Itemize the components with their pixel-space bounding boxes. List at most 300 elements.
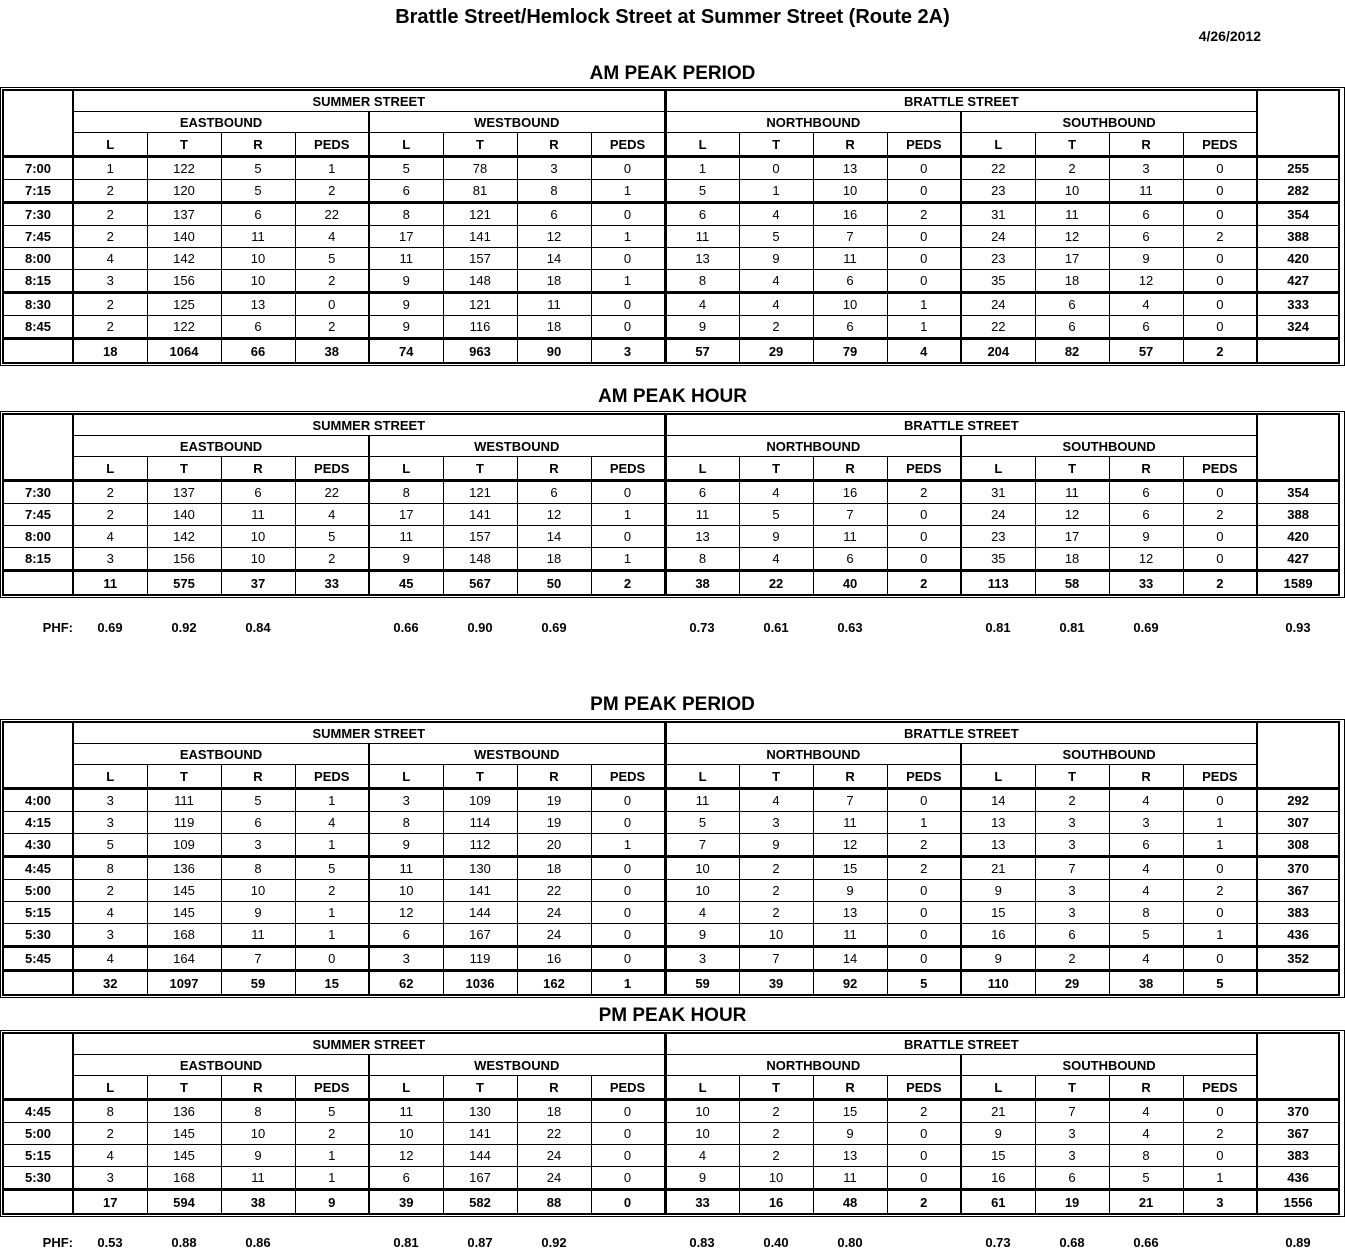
count-cell: 8 (1109, 1145, 1183, 1167)
movement-header-cell: R (1109, 1076, 1183, 1100)
row-total-cell: 370 (1257, 857, 1339, 880)
count-cell: 4 (73, 248, 147, 270)
count-cell: 1 (665, 157, 739, 180)
count-cell: 9 (369, 270, 443, 293)
time-cell: 5:00 (3, 1123, 73, 1145)
movement-header-cell: T (739, 1076, 813, 1100)
movement-header-cell: PEDS (1183, 133, 1257, 157)
count-cell: 5 (665, 180, 739, 203)
count-cell: 3 (73, 789, 147, 812)
count-cell: 18 (517, 857, 591, 880)
movement-header-cell: T (739, 457, 813, 481)
count-cell: 1 (591, 270, 665, 293)
movement-header-cell: PEDS (887, 457, 961, 481)
count-cell: 2 (295, 880, 369, 902)
count-cell: 119 (443, 947, 517, 971)
column-total-cell: 61 (961, 1190, 1035, 1215)
count-cell: 1 (591, 504, 665, 526)
movement-header-cell: T (739, 133, 813, 157)
movement-header-cell: L (665, 133, 739, 157)
phf-empty-cell (887, 1233, 961, 1251)
count-cell: 7 (813, 789, 887, 812)
section-heading-am-peak-hour: AM PEAK HOUR (598, 386, 747, 407)
count-cell: 16 (813, 481, 887, 504)
row-total-cell: 427 (1257, 548, 1339, 571)
street-header-cell: BRATTLE STREET (665, 1033, 1257, 1055)
count-cell: 3 (665, 947, 739, 971)
count-cell: 7 (221, 947, 295, 971)
count-cell: 6 (221, 481, 295, 504)
movement-header-cell: PEDS (887, 133, 961, 157)
movement-header-cell: L (369, 1076, 443, 1100)
count-cell: 10 (665, 1100, 739, 1123)
movement-header-cell: L (73, 457, 147, 481)
count-cell: 0 (1183, 526, 1257, 548)
count-cell: 6 (369, 1167, 443, 1190)
count-cell: 2 (295, 180, 369, 203)
street-header-cell: SUMMER STREET (73, 722, 665, 744)
count-cell: 17 (1035, 248, 1109, 270)
direction-header-cell: NORTHBOUND (665, 1055, 961, 1076)
movement-header-cell: T (443, 765, 517, 789)
count-cell: 141 (443, 226, 517, 248)
time-cell: 7:45 (3, 226, 73, 248)
count-cell: 1 (295, 1145, 369, 1167)
movement-header-cell: L (961, 765, 1035, 789)
count-cell: 0 (1183, 1100, 1257, 1123)
count-cell: 2 (739, 1100, 813, 1123)
count-cell: 0 (591, 789, 665, 812)
count-cell: 4 (1109, 857, 1183, 880)
count-cell: 24 (961, 293, 1035, 316)
phf-total: 0.93 (1285, 619, 1311, 635)
count-cell: 8 (369, 203, 443, 226)
column-total-cell: 66 (221, 339, 295, 364)
phf-value: 0.68 (1059, 1234, 1085, 1250)
time-cell: 4:00 (3, 789, 73, 812)
phf-empty-cell (1183, 1233, 1257, 1251)
column-total-cell: 21 (1109, 1190, 1183, 1215)
count-cell: 13 (221, 293, 295, 316)
count-cell: 0 (1183, 1145, 1257, 1167)
count-cell: 11 (665, 226, 739, 248)
count-cell: 9 (369, 548, 443, 571)
count-cell: 0 (591, 526, 665, 548)
phf-empty-cell (1183, 618, 1257, 636)
count-cell: 16 (813, 203, 887, 226)
movement-header-cell: T (739, 765, 813, 789)
count-cell: 4 (739, 548, 813, 571)
count-cell: 18 (517, 548, 591, 571)
movement-header-cell: R (1109, 133, 1183, 157)
count-cell: 3 (73, 548, 147, 571)
count-cell: 0 (591, 1145, 665, 1167)
count-cell: 2 (887, 857, 961, 880)
count-cell: 0 (887, 248, 961, 270)
count-cell: 15 (813, 1100, 887, 1123)
column-total-cell: 38 (665, 571, 739, 596)
count-cell: 3 (73, 1167, 147, 1190)
count-cell: 22 (295, 481, 369, 504)
phf-value: 0.66 (393, 619, 419, 635)
time-cell: 4:30 (3, 834, 73, 857)
count-cell: 141 (443, 504, 517, 526)
count-cell: 0 (591, 924, 665, 947)
count-cell: 6 (665, 203, 739, 226)
movement-header-cell: L (369, 765, 443, 789)
count-cell: 1 (591, 226, 665, 248)
count-cell: 10 (221, 880, 295, 902)
count-cell: 14 (517, 248, 591, 270)
phf-empty-cell (591, 1233, 665, 1251)
count-cell: 5 (295, 248, 369, 270)
count-cell: 14 (813, 947, 887, 971)
street-header-cell: SUMMER STREET (73, 414, 665, 436)
column-total-cell: 88 (517, 1190, 591, 1215)
count-cell: 0 (1183, 789, 1257, 812)
count-cell: 2 (73, 481, 147, 504)
count-cell: 2 (887, 834, 961, 857)
column-total-cell: 59 (221, 971, 295, 996)
movement-header-cell: R (221, 133, 295, 157)
movement-header-cell: R (517, 1076, 591, 1100)
count-cell: 11 (369, 248, 443, 270)
column-total-cell: 79 (813, 339, 887, 364)
count-cell: 13 (961, 834, 1035, 857)
count-cell: 8 (73, 857, 147, 880)
count-cell: 3 (517, 157, 591, 180)
corner-cell (3, 1033, 73, 1100)
count-cell: 12 (813, 834, 887, 857)
count-cell: 2 (295, 316, 369, 339)
count-cell: 23 (961, 248, 1035, 270)
count-cell: 141 (443, 880, 517, 902)
count-cell: 5 (1109, 924, 1183, 947)
count-cell: 2 (739, 1123, 813, 1145)
direction-header-cell: WESTBOUND (369, 744, 665, 765)
count-cell: 2 (1035, 157, 1109, 180)
count-cell: 19 (517, 789, 591, 812)
count-cell: 3 (1109, 812, 1183, 834)
count-cell: 22 (961, 157, 1035, 180)
count-cell: 157 (443, 248, 517, 270)
movement-header-cell: PEDS (591, 1076, 665, 1100)
count-cell: 0 (591, 812, 665, 834)
count-cell: 11 (813, 924, 887, 947)
total-header-cell (1257, 1033, 1339, 1100)
count-cell: 1 (1183, 1167, 1257, 1190)
pm-peak-period-table (2, 721, 1340, 996)
time-cell: 7:30 (3, 203, 73, 226)
count-cell: 0 (887, 270, 961, 293)
street-header-cell: BRATTLE STREET (665, 722, 1257, 744)
column-total-cell: 17 (73, 1190, 147, 1215)
time-cell: 7:15 (3, 180, 73, 203)
section-heading-pm-peak-hour: PM PEAK HOUR (598, 1005, 747, 1026)
count-cell: 4 (73, 902, 147, 924)
count-cell: 4 (739, 293, 813, 316)
count-cell: 130 (443, 1100, 517, 1123)
count-cell: 0 (887, 1123, 961, 1145)
phf-empty-cell (295, 1233, 369, 1251)
totals-label-cell (3, 339, 73, 364)
count-cell: 23 (961, 180, 1035, 203)
column-total-cell: 62 (369, 971, 443, 996)
row-total-cell: 292 (1257, 789, 1339, 812)
time-cell: 7:00 (3, 157, 73, 180)
count-cell: 24 (517, 902, 591, 924)
count-cell: 12 (369, 1145, 443, 1167)
count-cell: 144 (443, 1145, 517, 1167)
count-cell: 2 (739, 857, 813, 880)
count-cell: 5 (295, 1100, 369, 1123)
movement-header-cell: L (73, 133, 147, 157)
column-total-cell: 22 (739, 571, 813, 596)
count-cell: 24 (961, 226, 1035, 248)
phf-value: 0.81 (393, 1234, 419, 1250)
movement-header-cell: PEDS (295, 765, 369, 789)
phf-value: 0.84 (245, 619, 271, 635)
totals-label-cell (3, 571, 73, 596)
count-cell: 0 (591, 203, 665, 226)
count-cell: 0 (1183, 481, 1257, 504)
column-total-cell: 48 (813, 1190, 887, 1215)
row-total-cell: 370 (1257, 1100, 1339, 1123)
movement-header-cell: T (1035, 133, 1109, 157)
count-cell: 0 (591, 1123, 665, 1145)
count-cell: 4 (739, 203, 813, 226)
count-cell: 4 (73, 947, 147, 971)
movement-header-cell: L (961, 457, 1035, 481)
time-cell: 5:30 (3, 924, 73, 947)
row-total-cell: 436 (1257, 924, 1339, 947)
row-total-cell: 427 (1257, 270, 1339, 293)
count-cell: 0 (739, 157, 813, 180)
count-cell: 6 (1109, 834, 1183, 857)
am-peak-hour-table-border (0, 411, 1345, 598)
column-total-cell: 39 (739, 971, 813, 996)
am-peak-period-table (2, 89, 1340, 364)
row-total-cell: 367 (1257, 1123, 1339, 1145)
am-peak-hour-phf-row (3, 618, 1339, 636)
column-total-cell: 37 (221, 571, 295, 596)
phf-total: 0.89 (1285, 1234, 1311, 1250)
total-header-cell (1257, 90, 1339, 157)
count-cell: 22 (961, 316, 1035, 339)
count-cell: 3 (1035, 834, 1109, 857)
count-cell: 8 (369, 812, 443, 834)
count-cell: 6 (221, 316, 295, 339)
count-cell: 11 (369, 857, 443, 880)
count-cell: 2 (73, 316, 147, 339)
column-total-cell: 567 (443, 571, 517, 596)
count-cell: 6 (1035, 924, 1109, 947)
total-header-cell (1257, 722, 1339, 789)
phf-value: 0.73 (689, 619, 715, 635)
count-cell: 0 (887, 157, 961, 180)
count-cell: 6 (1035, 316, 1109, 339)
column-total-cell: 204 (961, 339, 1035, 364)
count-cell: 10 (739, 1167, 813, 1190)
column-total-cell: 162 (517, 971, 591, 996)
count-cell: 7 (813, 504, 887, 526)
am-peak-hour-section (0, 386, 1345, 636)
count-cell: 2 (73, 226, 147, 248)
phf-label: PHF: (42, 619, 73, 635)
count-cell: 0 (1183, 857, 1257, 880)
count-cell: 31 (961, 203, 1035, 226)
movement-header-cell: R (1109, 765, 1183, 789)
am-peak-hour-table (2, 413, 1340, 596)
count-cell: 0 (1183, 270, 1257, 293)
count-cell: 17 (369, 226, 443, 248)
column-total-cell: 33 (295, 571, 369, 596)
count-cell: 140 (147, 504, 221, 526)
count-cell: 4 (1109, 880, 1183, 902)
movement-header-cell: R (517, 457, 591, 481)
count-cell: 111 (147, 789, 221, 812)
movement-header-cell: T (443, 1076, 517, 1100)
count-cell: 168 (147, 924, 221, 947)
count-cell: 16 (961, 1167, 1035, 1190)
count-cell: 3 (1035, 1123, 1109, 1145)
count-cell: 9 (665, 316, 739, 339)
count-cell: 6 (1035, 1167, 1109, 1190)
count-cell: 19 (517, 812, 591, 834)
movement-header-cell: R (221, 457, 295, 481)
movement-header-cell: PEDS (591, 457, 665, 481)
time-cell: 5:15 (3, 1145, 73, 1167)
count-cell: 142 (147, 526, 221, 548)
row-total-cell: 255 (1257, 157, 1339, 180)
count-cell: 24 (517, 924, 591, 947)
count-cell: 1 (591, 834, 665, 857)
count-cell: 10 (369, 1123, 443, 1145)
count-cell: 13 (813, 1145, 887, 1167)
count-cell: 4 (665, 902, 739, 924)
count-cell: 13 (665, 526, 739, 548)
count-cell: 22 (517, 1123, 591, 1145)
movement-header-cell: L (73, 765, 147, 789)
count-cell: 6 (1109, 481, 1183, 504)
count-cell: 0 (887, 1145, 961, 1167)
count-cell: 3 (73, 812, 147, 834)
column-total-cell: 4 (887, 339, 961, 364)
count-cell: 145 (147, 1123, 221, 1145)
column-total-cell: 33 (665, 1190, 739, 1215)
count-cell: 22 (517, 880, 591, 902)
count-cell: 148 (443, 548, 517, 571)
count-cell: 9 (813, 1123, 887, 1145)
count-cell: 0 (591, 157, 665, 180)
movement-header-cell: R (813, 1076, 887, 1100)
count-cell: 9 (739, 526, 813, 548)
am-peak-period-section (0, 63, 1345, 366)
count-cell: 5 (221, 180, 295, 203)
count-cell: 78 (443, 157, 517, 180)
count-cell: 6 (369, 180, 443, 203)
count-cell: 168 (147, 1167, 221, 1190)
count-cell: 9 (369, 834, 443, 857)
count-cell: 5 (73, 834, 147, 857)
pm-peak-hour-table (2, 1032, 1340, 1215)
count-cell: 35 (961, 270, 1035, 293)
count-cell: 7 (665, 834, 739, 857)
count-cell: 9 (961, 1123, 1035, 1145)
movement-header-cell: T (147, 457, 221, 481)
count-cell: 17 (369, 504, 443, 526)
count-cell: 0 (887, 880, 961, 902)
totals-label-cell (3, 1190, 73, 1215)
count-cell: 6 (221, 812, 295, 834)
count-cell: 6 (1109, 316, 1183, 339)
time-cell: 7:30 (3, 481, 73, 504)
count-cell: 0 (887, 924, 961, 947)
count-cell: 2 (1183, 226, 1257, 248)
count-cell: 3 (73, 924, 147, 947)
count-cell: 1 (73, 157, 147, 180)
movement-header-cell: PEDS (1183, 765, 1257, 789)
column-total-cell: 29 (739, 339, 813, 364)
count-cell: 10 (221, 548, 295, 571)
count-cell: 2 (295, 270, 369, 293)
row-total-cell: 282 (1257, 180, 1339, 203)
count-cell: 21 (961, 1100, 1035, 1123)
column-total-cell: 74 (369, 339, 443, 364)
movement-header-cell: R (813, 765, 887, 789)
grand-total-cell (1257, 971, 1339, 996)
column-total-cell: 57 (1109, 339, 1183, 364)
count-cell: 9 (369, 316, 443, 339)
column-total-cell: 38 (295, 339, 369, 364)
count-cell: 109 (147, 834, 221, 857)
count-cell: 7 (1035, 1100, 1109, 1123)
movement-header-cell: PEDS (887, 765, 961, 789)
movement-header-cell: PEDS (1183, 1076, 1257, 1100)
movement-header-cell: T (147, 133, 221, 157)
count-cell: 137 (147, 203, 221, 226)
movement-header-cell: R (221, 765, 295, 789)
count-cell: 5 (295, 857, 369, 880)
phf-value: 0.61 (763, 619, 789, 635)
count-cell: 4 (1109, 947, 1183, 971)
column-total-cell: 1097 (147, 971, 221, 996)
count-cell: 8 (1109, 902, 1183, 924)
count-cell: 9 (369, 293, 443, 316)
count-cell: 167 (443, 1167, 517, 1190)
count-cell: 2 (73, 504, 147, 526)
movement-header-cell: R (517, 765, 591, 789)
count-cell: 2 (1183, 880, 1257, 902)
count-cell: 0 (591, 316, 665, 339)
movement-header-cell: R (813, 457, 887, 481)
count-cell: 136 (147, 1100, 221, 1123)
count-cell: 2 (739, 1145, 813, 1167)
count-cell: 3 (739, 812, 813, 834)
phf-label: PHF: (42, 1234, 73, 1250)
count-cell: 1 (295, 1167, 369, 1190)
column-total-cell: 38 (221, 1190, 295, 1215)
column-total-cell: 19 (1035, 1190, 1109, 1215)
column-total-cell: 50 (517, 571, 591, 596)
time-cell: 8:15 (3, 548, 73, 571)
movement-header-cell: T (1035, 1076, 1109, 1100)
row-total-cell: 420 (1257, 248, 1339, 270)
row-total-cell: 333 (1257, 293, 1339, 316)
pm-peak-hour-section (0, 1005, 1345, 1251)
count-cell: 2 (73, 880, 147, 902)
column-total-cell: 33 (1109, 571, 1183, 596)
